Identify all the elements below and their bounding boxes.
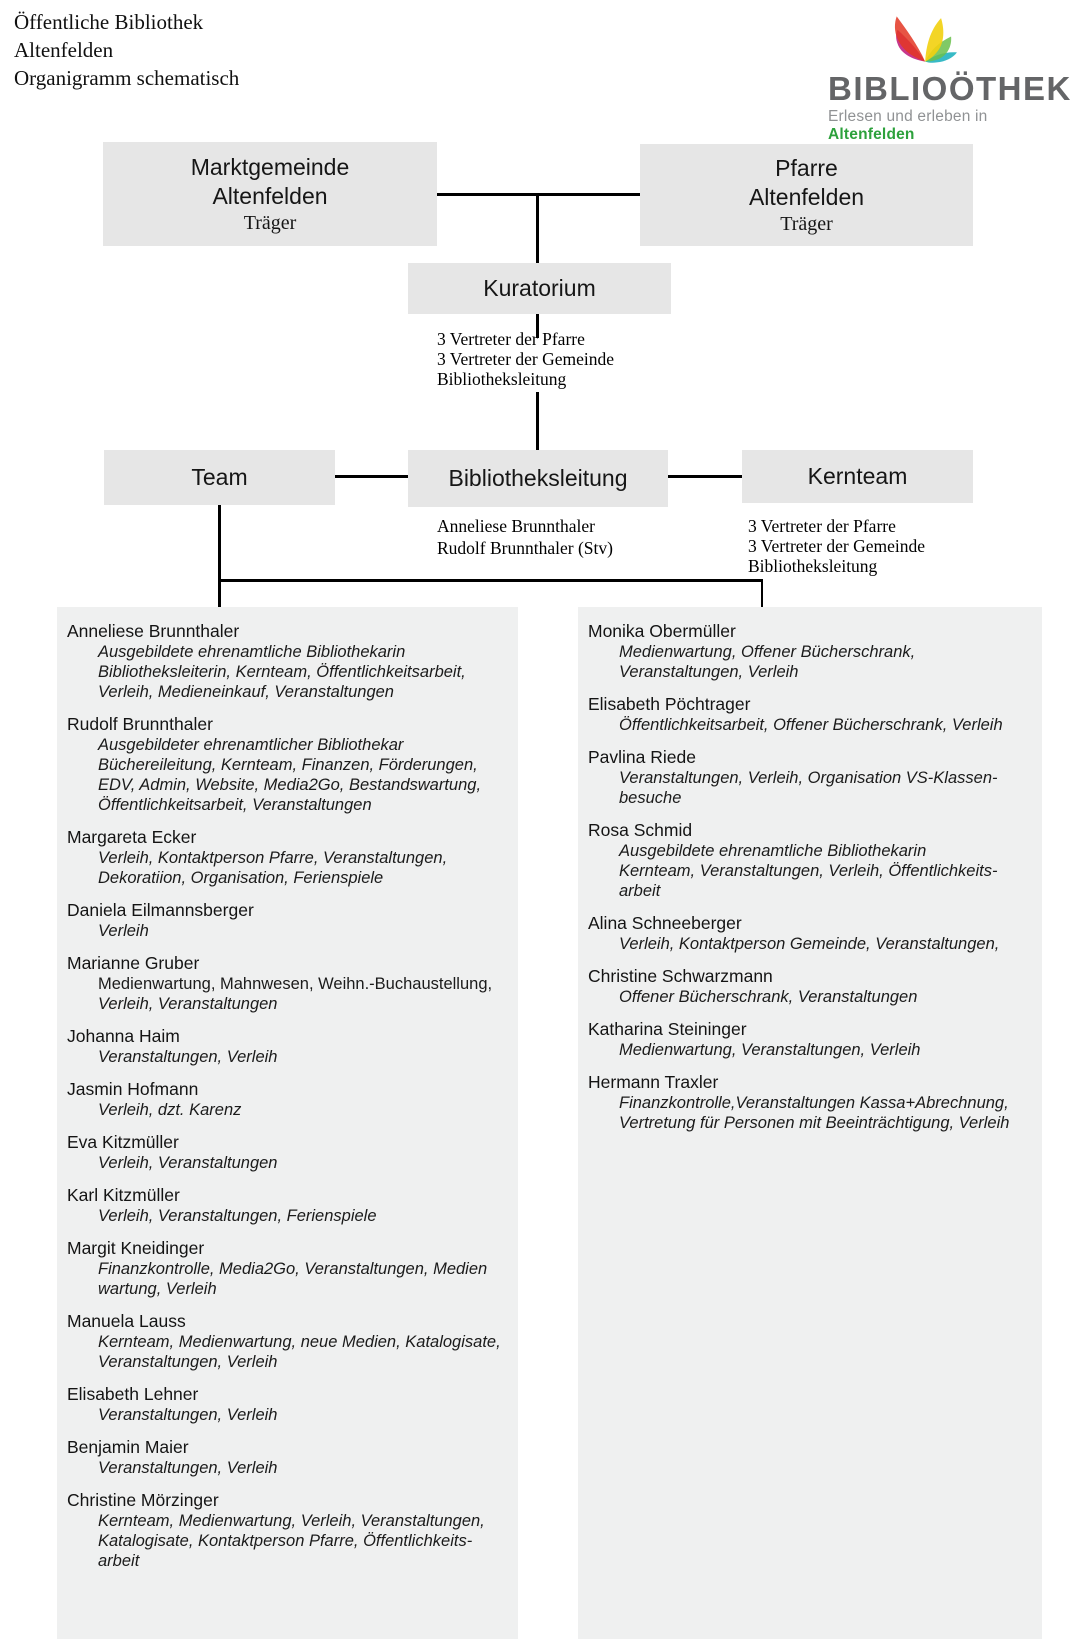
team-member-role-line: Dekoratiion, Organisation, Ferienspiele [98,869,384,887]
team-member-role-line: Bibliotheksleiterin, Kernteam, Öffentlichkeitsarbeit, [98,663,466,681]
team-member-roles [67,1206,510,1226]
library-logo [828,6,1072,144]
note-line: 3 Vertreter der Pfarre [748,516,896,536]
note-line: Anneliese Brunnthaler [437,516,595,536]
kuratorium-note [437,329,614,389]
team-member-name: Daniela Eilmannsberger [67,900,254,920]
team-member-roles [588,987,1034,1007]
team-member-name: Rudolf Brunnthaler [67,714,213,734]
team-member-roles [67,1332,510,1372]
team-member-role-line: Offener Bücherschrank, Veranstaltungen [619,988,918,1006]
box-marktgemeinde-subtitle: Träger [243,211,297,234]
note-line: 3 Vertreter der Gemeinde [748,536,926,556]
team-member-roles [588,715,1034,735]
box-bibliotheksleitung [408,450,668,507]
team-member-role-line: Vertretung für Personen mit Beeinträchtigung, Verleih [619,1114,1010,1132]
team-member-role-line: Verleih, Veranstaltungen, Ferienspiele [98,1207,377,1225]
team-member-role-line: Öffentlichkeitsarbeit, Veranstaltungen [98,796,372,814]
box-team-label: Team [191,464,248,490]
book-butterfly-icon [880,6,972,72]
team-member [588,819,1034,901]
team-member-name: Benjamin Maier [67,1437,189,1457]
team-member-name: Elisabeth Pöchtrager [588,694,751,714]
box-kernteam-label: Kernteam [807,463,908,489]
team-member-name: Jasmin Hofmann [67,1079,199,1099]
box-kuratorium-label: Kuratorium [483,275,596,301]
team-member-role-line: besuche [619,789,682,807]
team-member-roles [67,974,510,1014]
team-member [67,1184,510,1226]
team-member-name: Margareta Ecker [67,827,197,847]
team-member-name: Monika Obermüller [588,621,736,641]
connector-traeger-horizontal [437,193,640,196]
note-line: Bibliotheksleitung [437,369,567,389]
box-pfarre-subtitle: Träger [780,212,833,235]
team-member-roles [67,921,510,941]
team-member-role-line: Finanzkontrolle, Media2Go, Veranstaltungen, Medien [98,1260,488,1278]
team-left-list [57,607,518,1571]
team-member-role-line: Medienwartung, Offener Bücherschrank, [619,643,916,661]
team-member-name: Eva Kitzmüller [67,1132,179,1152]
team-panel-left [57,607,518,1639]
team-member-name: Christine Schwarzmann [588,966,773,986]
team-member-roles [67,1100,510,1120]
team-member-roles [67,848,510,888]
team-member-role-line: Finanzkontrolle,Veranstaltungen Kassa+Abrechnung, [619,1094,1009,1112]
connector-traeger-to-kuratorium [536,194,539,263]
team-member-roles [67,1153,510,1173]
note-line: Rudolf Brunnthaler (Stv) [437,537,613,558]
team-member-role-line: Verleih, Veranstaltungen [98,1154,278,1172]
team-member-name: Marianne Gruber [67,953,200,973]
team-member-role-line: Ausgebildete ehrenamtliche Bibliothekarin [619,842,927,860]
team-member [67,1025,510,1067]
team-member-role-line: Kernteam, Veranstaltungen, Verleih, Öffentlichkeits- [619,862,998,880]
team-member-roles [67,642,510,702]
team-member-role-line: Öffentlichkeitsarbeit, Offener Bücherschrank, Verleih [619,716,1003,734]
team-member-name: Elisabeth Lehner [67,1384,199,1404]
team-member-role-line: Veranstaltungen, Verleih [98,1459,278,1477]
connector-team-bibliotheksleitung [335,475,408,478]
team-member [67,1310,510,1372]
team-member [588,912,1034,954]
team-member-role-line: Verleih, dzt. Karenz [98,1101,242,1119]
box-pfarre-line1: Pfarre [775,154,838,181]
team-right-list [578,607,1042,1133]
team-member [588,965,1034,1007]
team-member-name: Anneliese Brunnthaler [67,621,240,641]
kernteam-note [748,516,925,576]
team-member-name: Christine Mörzinger [67,1490,219,1510]
team-member-role-line: Ausgebildeter ehrenamtlicher Bibliothekar [98,736,404,754]
team-member-role-line: Veranstaltungen, Verleih [98,1406,278,1424]
team-member [67,952,510,1014]
team-member-roles [67,1047,510,1067]
team-member-role-line: EDV, Admin, Website, Media2Go, Bestandswartung, [98,776,482,794]
team-member [588,693,1034,735]
team-member-name: Alina Schneeberger [588,913,742,933]
team-member [67,1078,510,1120]
box-kernteam [742,450,973,503]
team-member-role-line: Büchereileitung, Kernteam, Finanzen, Förderungen, [98,756,478,774]
team-member-role-line: Medienwartung, Veranstaltungen, Verleih [619,1041,921,1059]
box-team [104,450,335,505]
document-title [14,8,239,92]
team-member-role-line: Katalogisate, Kontaktperson Pfarre, Öffentlichkeits- [98,1532,473,1550]
connector-to-bibliotheksleitung [536,392,539,450]
team-member-role-line: Verleih, Kontaktperson Pfarre, Veranstaltungen, [98,849,448,867]
box-marktgemeinde-line1: Marktgemeinde [190,153,350,180]
team-member-name: Rosa Schmid [588,820,693,840]
team-member [67,1237,510,1299]
note-line: 3 Vertreter der Pfarre [437,329,585,349]
team-member-role-line: Kernteam, Medienwartung, neue Medien, Katalogisate, [98,1333,501,1351]
team-member-roles [67,1259,510,1299]
note-line: 3 Vertreter der Gemeinde [437,349,615,369]
doc-title-line: Organigramm schematisch [14,66,240,90]
box-pfarre-line2: Altenfelden [748,183,865,210]
box-marktgemeinde-line2: Altenfelden [212,182,328,209]
team-member-role-line: Veranstaltungen, Verleih, Organisation VS-Klassen- [619,769,998,787]
team-member-roles [588,1040,1034,1060]
box-pfarre [640,144,973,246]
box-marktgemeinde [103,142,437,246]
team-member-role-line: Veranstaltungen, Verleih [98,1048,278,1066]
team-member-role-line: Veranstaltungen, Verleih [98,1353,278,1371]
connector-team-down [218,505,221,607]
team-member [67,1489,510,1571]
team-member-name: Karl Kitzmüller [67,1185,180,1205]
connector-bibliotheksleitung-kernteam [668,475,742,478]
team-panel-right [578,607,1042,1639]
team-member [67,826,510,888]
team-member-role-line: Kernteam, Medienwartung, Verleih, Veranstaltungen, [98,1512,485,1530]
box-kuratorium [408,263,671,314]
team-member-role-line: Verleih, Kontaktperson Gemeinde, Veranstaltungen, [619,935,1000,953]
team-member [588,620,1034,682]
team-member-role-line: wartung, Verleih [98,1280,217,1298]
team-member [67,713,510,815]
team-member-roles [588,1093,1034,1133]
team-member [67,1131,510,1173]
team-member-roles [588,642,1034,682]
logo-tagline-highlight: Altenfelden [828,126,915,143]
team-member [588,1018,1034,1060]
doc-title-line: Öffentliche Bibliothek [14,10,204,34]
team-member-roles [67,1511,510,1571]
team-member-roles [67,735,510,815]
team-member [588,1071,1034,1133]
team-member-role-line: Verleih [98,922,149,940]
team-member-role-line: Medienwartung, Mahnwesen, Weihn.-Buchaustellung, [98,975,493,993]
team-member-name: Pavlina Riede [588,747,696,767]
team-member [588,746,1034,808]
team-member [67,620,510,702]
team-member [67,899,510,941]
logo-tagline [828,108,1050,144]
team-member-roles [588,934,1034,954]
team-member [67,1383,510,1425]
team-member [67,1436,510,1478]
team-member-name: Katharina Steininger [588,1019,747,1039]
team-member-role-line: arbeit [619,882,661,900]
team-member-name: Hermann Traxler [588,1072,719,1092]
bibliotheksleitung-note [437,516,613,559]
team-member-name: Margit Kneidinger [67,1238,205,1258]
team-member-role-line: Verleih, Medieneinkauf, Veranstaltungen [98,683,394,701]
note-line: Bibliotheksleitung [748,556,878,576]
logo-wordmark: BIBLIOÖTHEK [828,70,1072,107]
team-member-roles [588,841,1034,901]
team-member-roles [67,1458,510,1478]
team-member-name: Manuela Lauss [67,1311,186,1331]
team-member-name: Johanna Haim [67,1026,180,1046]
team-member-role-line: Verleih, Veranstaltungen [98,995,278,1013]
connector-panels-branch [218,579,763,582]
box-bibliotheksleitung-label: Bibliotheksleitung [448,465,628,491]
team-member-role-line: arbeit [98,1552,140,1570]
logo-tagline-text: Erlesen und erleben in [828,108,988,125]
team-member-role-line: Veranstaltungen, Verleih [619,663,799,681]
doc-title-line: Altenfelden [14,38,114,62]
team-member-role-line: Ausgebildete ehrenamtliche Bibliothekarin [98,643,406,661]
connector-right-panel-down [761,579,764,607]
team-member-roles [67,1405,510,1425]
team-member-roles [588,768,1034,808]
